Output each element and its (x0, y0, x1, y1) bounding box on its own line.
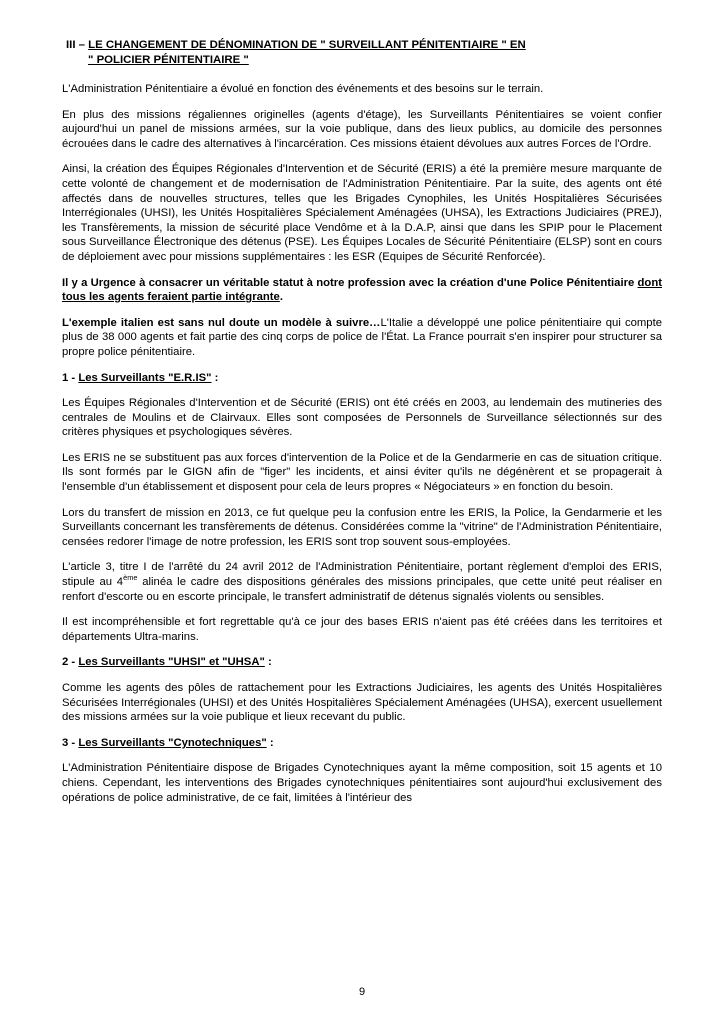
heading-line-1: LE CHANGEMENT DE DÉNOMINATION DE " SURVEILLANT PÉNITENTIAIRE " EN (88, 39, 526, 51)
paragraph-missions: En plus des missions régaliennes originelles (agents d'étage), les Surveillants Pénitentiaires se voient confier aujourd'hui un panel de missions armées, sur la voie publique, dans des lieux publics, au domicile des personnes écrouées dans le cadre des alternatives à l'incarcération. Ces missions étaient dévolues aux autres Forces de l'Ordre. (62, 108, 662, 150)
subheading-cynotechniques (62, 736, 662, 751)
article3-text-b: alinéa le cadre des dispositions générales des missions principales, que cette unité peut réaliser en renfort d'escorte ou en escorte principale, le transfert administratif de détenus signalés violents ou sensibles. (62, 576, 662, 603)
italie-lead: L'exemple italien est sans nul doute un modèle à suivre… (62, 316, 381, 329)
paragraph-eris-transfert: Lors du transfert de mission en 2013, ce fut quelque peu la confusion entre les ERIS, la Police, la Gendarmerie et les Surveillants concernant les transfèrements de détenus. Considérées comme la "vitrine" de l'Administration Pénitentiaire, censées redorer l'image de notre profession, les ERIS sont trop souvent sous-employées. (62, 506, 662, 548)
heading-numeral: III (66, 39, 76, 51)
paragraph-eris-definition: Les Équipes Régionales d'Intervention et de Sécurité (ERIS) ont été créés en 2003, au lendemain des mutineries des centrales de Moulins et de Clairvaux. Elles sont composées de Personnels de Surveillance sélectionnés sur des critères physiques et psychologiques sévères. (62, 397, 662, 439)
subheading-eris-number: 1 - (62, 371, 79, 384)
paragraph-cynotechniques: L'Administration Pénitentiaire dispose de Brigades Cynotechniques ayant la même composition, soit 15 agents et 10 chiens. Cependant, les interventions des Brigades cynotechniques pénitentiaires sont aujourd'hui exclusivement des opérations de police administrative, de ce fait, limitées à l'intérieur des (62, 762, 662, 804)
urgence-text-start: Il y a Urgence à consacrer un véritable statut à notre profession avec la création d'une Police Pénitentiaire (62, 276, 638, 289)
subheading-cyno-number: 3 - (62, 736, 79, 749)
subheading-uhsi-uhsa (62, 655, 662, 670)
subheading-uhsi-colon: : (264, 656, 272, 669)
paragraph-italie (62, 316, 662, 360)
paragraph-eris-creation: Ainsi, la création des Équipes Régionales d'Intervention et de Sécurité (ERIS) a été la première mesure marquante de cette volonté de changement et de modernisation de l'Administration Pénitentiaire. Par la suite, des agents ont été affectés dans de nouvelles structures, telles que les Brigades Cynophiles, les Unités Hospitalières Sécurisées Interrégionales (UHSI), les Unités Hospitalières Spécialement Aménagées (UHSA), les Extractions Judiciaires (PREJ), les Transfèrements, la mission de sécurité place Vendôme et à la D.A.P, ainsi que dans les SPIP pour le Placement sous Surveillance Électronique des détenus (PSE). Les Équipes Locales de Sécurité Pénitentiaire (ELSP) sont en cours de déploiement avec pour missions supplémentaires : les ESR (Equipes de Sécurité Renforcée). (62, 163, 662, 263)
subheading-uhsi-number: 2 - (62, 656, 79, 669)
paragraph-eris-role: Les ERIS ne se substituent pas aux forces d'intervention de la Police et de la Gendarmerie en cas de situation critique. Ils sont formés par le GIGN afin de "figer" les incidents, et ainsi éviter qu'ils ne dégénèrent et se propagerait à l'ensemble d'un établissement et disposent pour cela de leurs propres « Négociateurs » en fonction du besoin. (62, 451, 662, 494)
subheading-eris (62, 371, 662, 386)
urgence-text-underlined: dont tous les agents feraient partie intégrante (62, 276, 662, 304)
subheading-cyno-colon: : (266, 736, 274, 749)
italie-rest: L'Italie a développé une police pénitentiaire qui compte plus de 38 000 agents et fait partie des cinq corps de police de l'État. La France pourrait s'en inspirer pour structurer sa propre police pénitentiaire. (62, 316, 663, 358)
subheading-uhsi-title: Les Surveillants "UHSI" et "UHSA" (78, 656, 265, 669)
page-number: 9 (358, 986, 366, 998)
subheading-cyno-title: Les Surveillants "Cynotechniques" (78, 736, 267, 749)
subheading-eris-colon: : (211, 371, 219, 384)
paragraph-eris-ultramarins: Il est incompréhensible et fort regrettable qu'à ce jour des bases ERIS n'aient pas été créées dans les territoires et départements Ultra-marins. (62, 616, 662, 643)
article3-text-a: L'article 3, titre I de l'arrêté du 24 avril 2012 de l'Administration Pénitentiaire, portant règlement d'emploi des ERIS, stipule au 4 (62, 561, 662, 589)
subheading-eris-title: Les Surveillants "E.R.IS" (78, 371, 212, 384)
urgence-text-end: . (279, 291, 283, 304)
paragraph-intro: L'Administration Pénitentiaire a évolué en fonction des événements et des besoins sur le terrain. (62, 83, 544, 95)
paragraph-uhsi-uhsa: Comme les agents des pôles de rattachement pour les Extractions Judiciaires, les agents des Unités Hospitalières Sécurisées Interrégionales (UHSI) et des Unités Hospitalières Spécialement Aménagées (UHSA), exercent usuellement des missions armées sur la voie publique et lieux recevant du public. (62, 682, 662, 724)
heading-dash: – (75, 39, 89, 51)
article3-superscript: ème (123, 573, 138, 583)
section-heading (62, 38, 662, 68)
heading-line-2: " POLICIER PÉNITENTIAIRE " (88, 54, 249, 66)
paragraph-urgence (62, 276, 662, 305)
paragraph-eris-article3 (62, 560, 662, 604)
